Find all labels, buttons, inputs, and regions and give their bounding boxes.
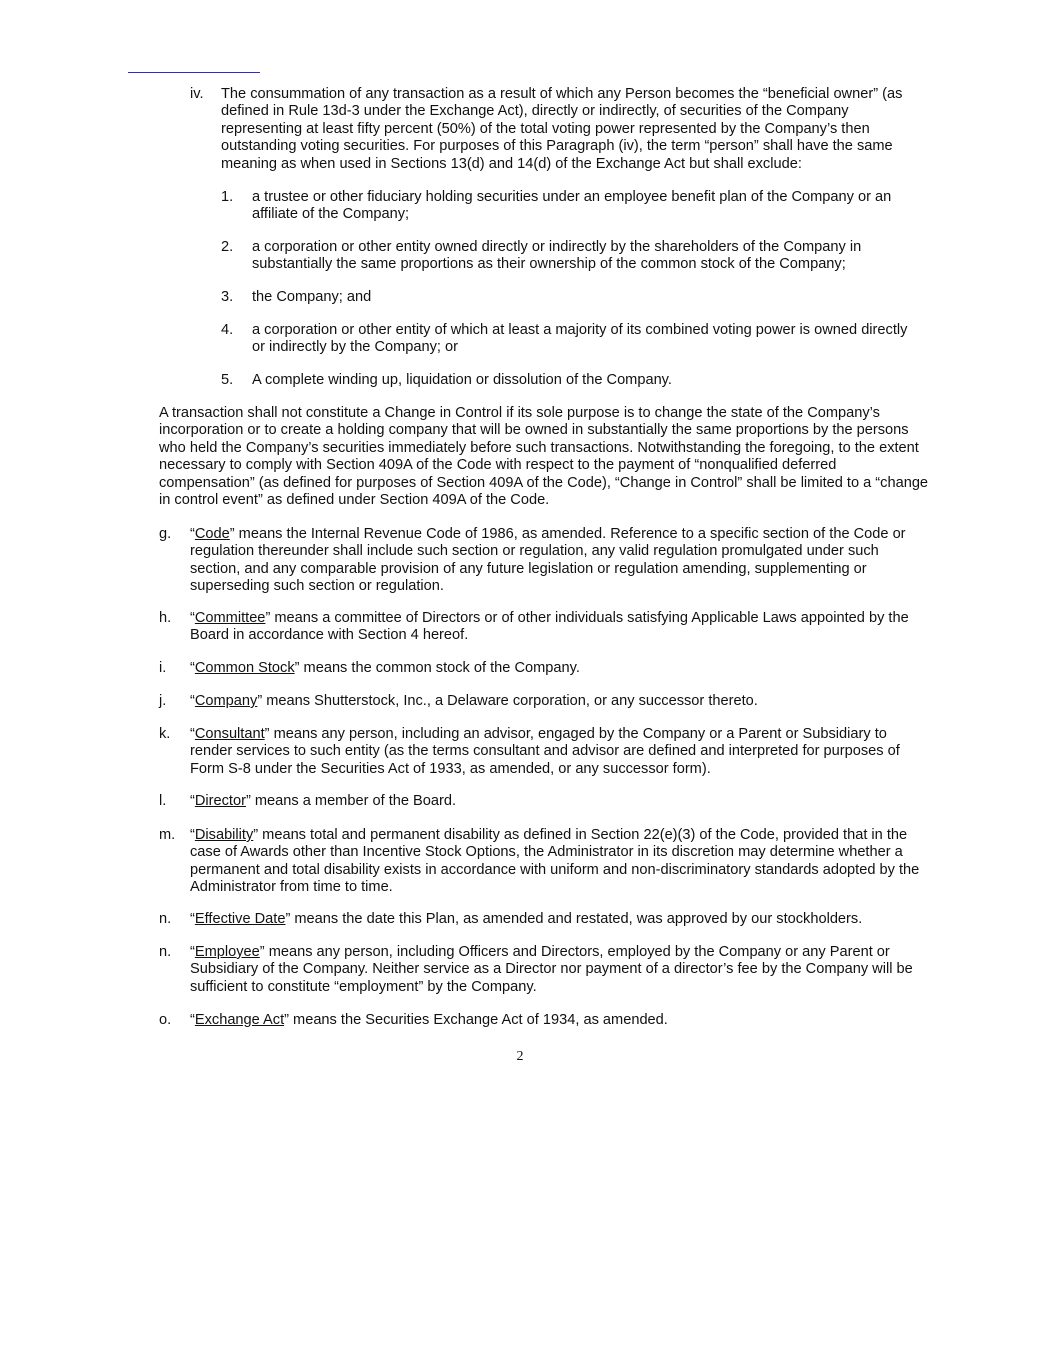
defined-term: Code bbox=[194, 526, 230, 542]
open-quote: “ bbox=[190, 793, 195, 809]
definition-body: ” means the common stock of the Company. bbox=[294, 660, 580, 676]
definition-body: ” means Shutterstock, Inc., a Delaware corporation, or any successor thereto. bbox=[257, 693, 758, 709]
open-quote: “ bbox=[190, 660, 195, 676]
open-quote: “ bbox=[190, 726, 195, 742]
defined-term: Exchange Act bbox=[194, 1012, 285, 1028]
open-quote: “ bbox=[190, 693, 195, 709]
definition-body: ” means the Internal Revenue Code of 1986, as amended. Reference to a specific section of the Code or regulation thereunder shall include such section or regulation, any valid regulation promulgated under such section, and any comparable provision of any future legislation or regulation amending, supplementing or superseding such section or regulation. bbox=[190, 526, 906, 595]
defined-term: Effective Date bbox=[194, 911, 286, 927]
definition-item bbox=[159, 944, 931, 996]
item-iv bbox=[190, 86, 925, 173]
definition-item bbox=[159, 526, 931, 596]
defined-term: Director bbox=[194, 793, 246, 809]
definition-body: ” means a member of the Board. bbox=[245, 793, 457, 809]
open-quote: “ bbox=[190, 944, 195, 960]
definition-label: h. bbox=[159, 610, 172, 626]
definition-text bbox=[190, 726, 931, 778]
item-text: The consummation of any transaction as a result of which any Person becomes the “beneficial owner” (as defined in Rule 13d-3 under the Exchange Act), directly or indirectly, of securities of the Company representing at least fifty percent (50%) of the total voting power represented by the Company’s then outstanding voting securities. For purposes of this Paragraph (iv), the term “person” shall have the same meaning as when used in Sections 13(d) and 14(d) of the Exchange Act but shall exclude: bbox=[221, 86, 903, 172]
definition-body: ” means any person, including an advisor, engaged by the Company or a Parent or Subsidiary to render services to such entity (as the terms consultant and advisor are defined and interpreted for purposes of Form S-8 under the Securities Act of 1933, as amended, or any successor form). bbox=[190, 726, 900, 777]
definition-text bbox=[190, 827, 931, 897]
sub-item-text: the Company; and bbox=[252, 289, 372, 305]
definition-item bbox=[159, 793, 931, 810]
change-in-control-paragraph: A transaction shall not constitute a Change in Control if its sole purpose is to change the state of the Company’s incorporation or to create a holding company that will be owned in substantially the same proportions by the persons who held the Company’s securities immediately before such transactions. Notwithstanding the foregoing, to the extent necessary to comply with Section 409A of the Code with respect to the payment of “nonqualified deferred compensation” (as defined for purposes of Section 409A of the Code), “Change in Control” shall be limited to a “change in control event” as defined under Section 409A of the Code. bbox=[159, 405, 929, 509]
definition-label: o. bbox=[159, 1012, 172, 1028]
open-quote: “ bbox=[190, 526, 195, 542]
open-quote: “ bbox=[190, 610, 195, 626]
definition-text bbox=[190, 610, 931, 645]
definition-label: j. bbox=[159, 693, 167, 709]
definition-text bbox=[190, 793, 931, 810]
sub-item bbox=[221, 189, 911, 224]
page-number: 2 bbox=[516, 1049, 524, 1064]
definition-text bbox=[190, 660, 931, 677]
definition-text bbox=[190, 693, 931, 710]
sub-item-text: A complete winding up, liquidation or dissolution of the Company. bbox=[252, 372, 672, 388]
definition-item bbox=[159, 726, 931, 778]
header-link-rule[interactable] bbox=[128, 72, 260, 73]
definition-label: m. bbox=[159, 827, 176, 843]
definition-body: ” means any person, including Officers and Directors, employed by the Company or any Parent or Subsidiary of the Company. Neither service as a Director nor payment of a director’s fee by the Company will be sufficient to constitute “employment” by the Company. bbox=[190, 944, 913, 995]
sub-item-text: a corporation or other entity of which at least a majority of its combined voting power is owned directly or indirectly by the Company; or bbox=[252, 322, 908, 356]
definition-body: ” means the date this Plan, as amended and restated, was approved by our stockholders. bbox=[285, 911, 863, 927]
sub-item-label: 5. bbox=[221, 372, 234, 388]
definition-item bbox=[159, 911, 931, 928]
defined-term: Committee bbox=[194, 610, 266, 626]
definition-label: k. bbox=[159, 726, 171, 742]
sub-item-text: a trustee or other fiduciary holding securities under an employee benefit plan of the Company or an affiliate of the Company; bbox=[252, 189, 892, 223]
item-label: iv. bbox=[190, 86, 204, 102]
defined-term: Employee bbox=[194, 944, 260, 960]
definition-item bbox=[159, 610, 931, 645]
open-quote: “ bbox=[190, 1012, 195, 1028]
definition-text bbox=[190, 944, 931, 996]
defined-term: Consultant bbox=[194, 726, 265, 742]
sub-item bbox=[221, 239, 911, 274]
definition-body: ” means the Securities Exchange Act of 1934, as amended. bbox=[284, 1012, 668, 1028]
sub-item-text: a corporation or other entity owned directly or indirectly by the shareholders of the Company in substantially the same proportions as their ownership of the common stock of the Company; bbox=[252, 239, 862, 273]
open-quote: “ bbox=[190, 827, 195, 843]
sub-item-label: 2. bbox=[221, 239, 234, 255]
open-quote: “ bbox=[190, 911, 195, 927]
sub-item bbox=[221, 289, 911, 306]
definition-item bbox=[159, 827, 931, 897]
sub-item-label: 4. bbox=[221, 322, 234, 338]
definition-text bbox=[190, 1012, 931, 1029]
definition-label: l. bbox=[159, 793, 167, 809]
sub-item bbox=[221, 322, 911, 357]
definition-label: n. bbox=[159, 911, 172, 927]
definition-text bbox=[190, 526, 931, 596]
definition-item bbox=[159, 660, 931, 677]
definition-item bbox=[159, 1012, 931, 1029]
definition-body: ” means total and permanent disability as defined in Section 22(e)(3) of the Code, provided that in the case of Awards other than Incentive Stock Options, the Administrator in its discretion may determine whether a permanent and total disability exists in accordance with uniform and non-discriminatory standards adopted by the Administrator from time to time. bbox=[190, 827, 920, 896]
definition-label: g. bbox=[159, 526, 172, 542]
definition-text bbox=[190, 911, 931, 928]
definition-item bbox=[159, 693, 931, 710]
definition-body: ” means a committee of Directors or of other individuals satisfying Applicable Laws appointed by the Board in accordance with Section 4 hereof. bbox=[190, 610, 909, 644]
sub-item bbox=[221, 372, 911, 389]
defined-term: Company bbox=[194, 693, 258, 709]
definition-label: n. bbox=[159, 944, 172, 960]
sub-item-label: 3. bbox=[221, 289, 234, 305]
definition-label: i. bbox=[159, 660, 167, 676]
defined-term: Disability bbox=[194, 827, 254, 843]
sub-item-label: 1. bbox=[221, 189, 234, 205]
defined-term: Common Stock bbox=[194, 660, 295, 676]
